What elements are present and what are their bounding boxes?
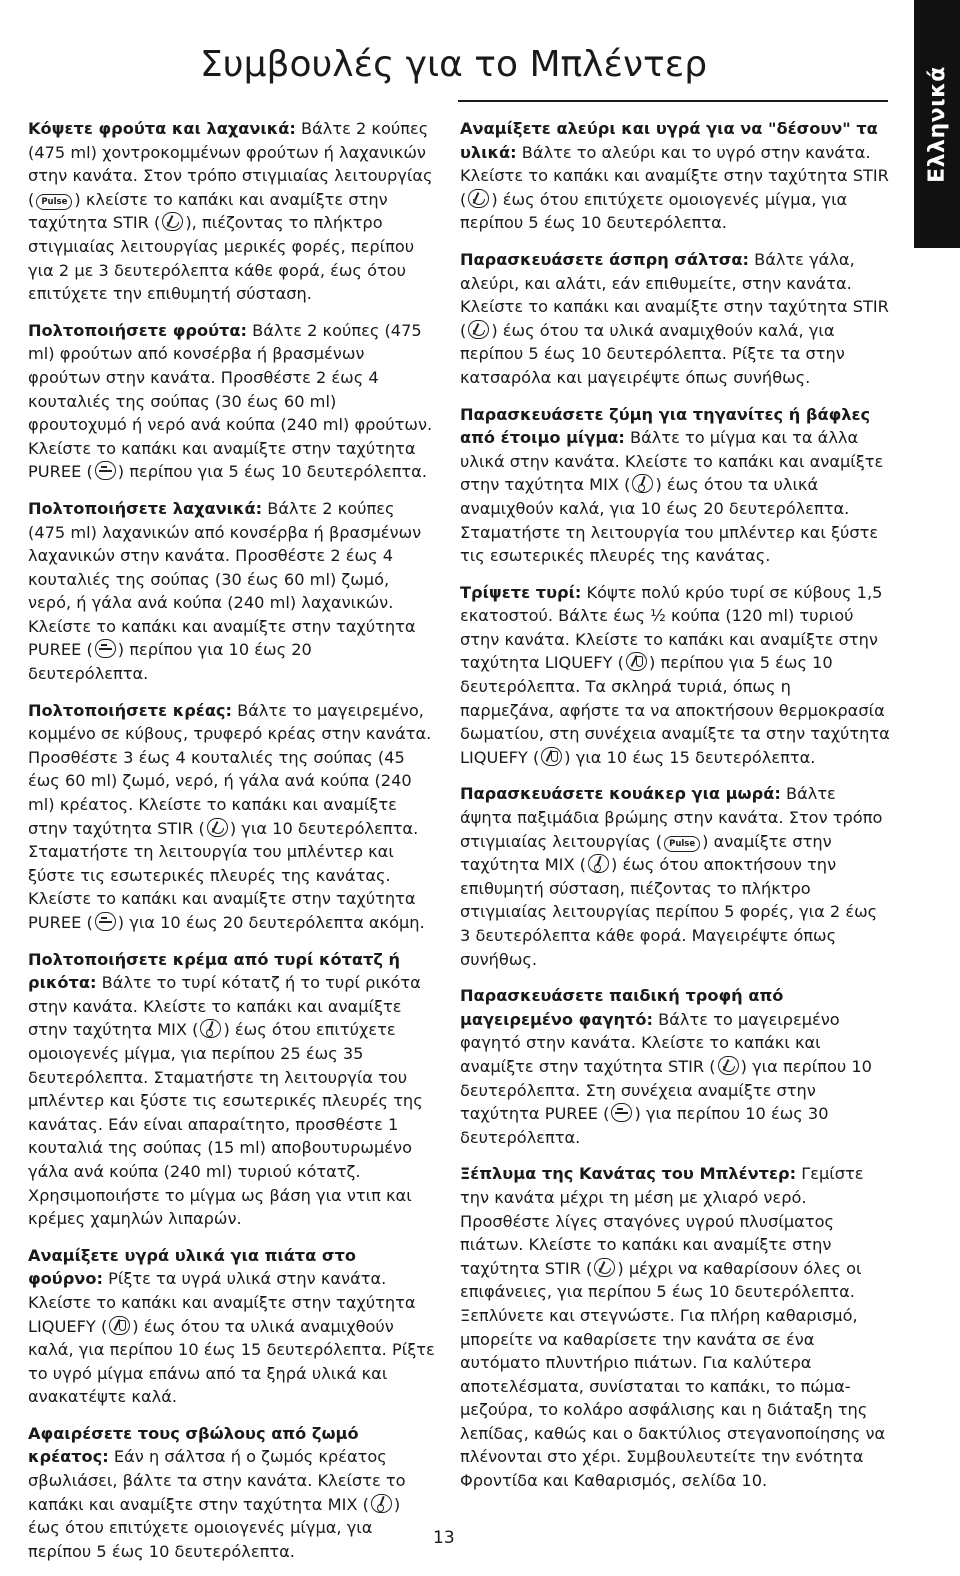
tip-heading: Παρασκευάσετε άσπρη σάλτσα:	[460, 249, 749, 269]
tip-chop-fruits-vegetables: Κόψετε φρούτα και λαχανικά: Βάλτε 2 κούπες (475 ml) χοντροκομμένων φρούτων ή λαχανικών στην κανάτα. Στον τρόπο στιγμιαίας λειτουργίας ( Pulse ) κλείστε το καπάκι και αναμίξτε στην ταχύτητα STIR ( ), πιέζοντας το πλήκτρο στιγμιαίας λειτουργίας μερικές φορές, περίπου για 2 με 3 δευτερόλεπτα κάθε φορά, έως ότου επιτύχετε την επιθυμητή σύσταση.	[28, 119, 433, 304]
tip-puree-vegetables: Πολτοποιήσετε λαχανικά: Βάλτε 2 κούπες (475 ml) λαχανικών από κονσέρβα ή βρασμένων λαχανικών στην κανάτα. Προσθέστε 2 έως 4 κουταλιές της σούπας (30 έως 60 ml) ζωμό, νερό, ή γάλα ανά κούπα (240 ml) λαχανικών. Κλείστε το καπάκι και αναμίξτε στην ταχύτητα PUREE ( ) περίπου για 10 έως 20 δευτερόλεπτα.	[28, 498, 422, 684]
stir-icon	[468, 189, 489, 208]
stir-icon	[162, 212, 183, 231]
puree-icon	[95, 639, 116, 658]
stir-icon	[468, 320, 489, 339]
stir-icon	[207, 818, 228, 837]
tip-mix-liquid-ingredients: Αναμίξετε υγρά υλικά για πιάτα στο φούρνο: Ρίξτε τα υγρά υλικά στην κανάτα. Κλείστε το καπάκι και αναμίξτε στην ταχύτητα LIQUEFY ( ) έως ότου τα υλικά αναμιχθούν καλά, για περίπου 10 έως 15 δευτερόλεπτα. Ρίξτε το υγρό μίγμα επάνω από τα ξηρά υλικά και ανακατέψτε καλά.	[28, 1245, 435, 1407]
mix-icon	[371, 1494, 392, 1513]
tip-heading: Αναμίξετε υγρά υλικά για πιάτα στο φούρνο:	[28, 1245, 356, 1289]
tip-heading: Παρασκευάσετε ζύμη για τηγανίτες ή βάφλες από έτοιμο μίγμα:	[460, 404, 871, 448]
tip-white-sauce: Παρασκευάσετε άσπρη σάλτσα: Βάλτε γάλα, αλεύρι, και αλάτι, εάν επιθυμείτε, στην κανάτα. Κλείστε το καπάκι και αναμίξτε στην ταχύτητα STIR ( ) έως ότου τα υλικά αναμιχθούν καλά, για περίπου 5 έως 10 δευτερόλεπτα. Ρίξτε τα στην κατσαρόλα και μαγειρέψτε όπως συνήθως.	[460, 249, 889, 387]
puree-icon	[95, 912, 116, 931]
tip-rinse-jar: Ξέπλυμα της Κανάτας του Μπλέντερ: Γεμίστε την κανάτα μέχρι τη μέση με χλιαρό νερό. Προσθέστε λίγες σταγόνες υγρού πλυσίματος πιάτων. Κλείστε το καπάκι και αναμίξτε στην ταχύτητα STIR ( ) μέχρι να καθαρίσουν όλες οι επιφάνειες, για περίπου 5 έως 10 δευτερόλεπτα. Ξεπλύνετε και στεγνώστε. Για πλήρη καθαρισμό, μπορείτε να καθαρίσετε την κανάτα σε ένα αυτόματο πλυντήριο πιάτων. Για καλύτερα αποτελέσματα, συνίσταται το καπάκι, το πώμα-μεζούρα, το κολάρο ασφάλισης και η διάταξη της λεπίδας, καθώς και ο δακτύλιος στεγανοποίησης να πλένονται στο χέρι. Συμβουλευτείτε την ενότητα Φροντίδα και Καθαρισμός, σελίδα 10.	[460, 1164, 886, 1491]
liquefy-icon	[626, 652, 647, 671]
right-column	[460, 117, 890, 1506]
stir-icon	[718, 1056, 739, 1075]
stir-icon	[594, 1258, 615, 1277]
tip-heading: Ξέπλυμα της Κανάτας του Μπλέντερ:	[460, 1164, 797, 1184]
mix-icon	[588, 854, 609, 873]
tip-heading: Κόψετε φρούτα και λαχανικά:	[28, 119, 296, 138]
language-tab	[914, 0, 960, 248]
page-title: Συμβουλές για το Μπλέντερ	[200, 44, 708, 85]
tip-heading: Παρασκευάσετε παιδική τροφή από μαγειρεμένο φαγητό:	[460, 986, 784, 1029]
pulse-icon: Pulse	[664, 836, 700, 852]
liquefy-icon	[109, 1316, 130, 1335]
title-divider	[458, 100, 888, 102]
mix-icon	[632, 474, 653, 493]
tip-heading: Αναμίξετε αλεύρι και υγρά για να "δέσουν" τα υλικά:	[460, 119, 878, 162]
puree-icon	[611, 1103, 632, 1122]
tip-baby-food: Παρασκευάσετε παιδική τροφή από μαγειρεμένο φαγητό: Βάλτε το μαγειρεμένο φαγητό στην κανάτα. Κλείστε το καπάκι και αναμίξτε στην ταχύτητα STIR ( ) για περίπου 10 δευτερόλεπτα. Στη συνέχεια αναμίξτε στην ταχύτητα PUREE ( ) για περίπου 10 έως 30 δευτερόλεπτα.	[460, 986, 872, 1147]
tip-heading: Τρίψετε τυρί:	[460, 582, 582, 602]
puree-icon	[95, 461, 116, 480]
tip-cottage-cheese-cream: Πολτοποιήσετε κρέμα από τυρί κότατζ ή ρικότα: Βάλτε το τυρί κότατζ ή το τυρί ρικότα στην κανάτα. Κλείστε το καπάκι και αναμίξτε στην ταχύτητα MIX ( ) έως ότου επιτύχετε ομοιογενές μίγμα, για περίπου 25 έως 35 δευτερόλεπτα. Σταματήστε τη λειτουργία του μπλέντερ και ξύστε τις εσωτερικές πλευρές της κανάτας. Εάν είναι απαραίτητο, προσθέστε 1 κουταλιά της σούπας (15 ml) αποβουτυρωμένο γάλα ανά κούπα (240 ml) τυριού κότατζ. Χρησιμοποιήστε το μίγμα ως βάση για ντιπ και κρέμες χαμηλών λιπαρών.	[28, 949, 423, 1229]
tip-pancake-batter: Παρασκευάσετε ζύμη για τηγανίτες ή βάφλες από έτοιμο μίγμα: Βάλτε το μίγμα και τα άλλα υλικά στην κανάτα. Κλείστε το καπάκι και αναμίξτε στην ταχύτητα MIX ( ) έως ότου τα υλικά αναμιχθούν καλά, για 10 έως 20 δευτερόλεπτα. Σταματήστε τη λειτουργία του μπλέντερ και ξύστε τις εσωτερικές πλευρές της κανάτας.	[460, 404, 884, 566]
pulse-icon: Pulse	[36, 194, 72, 210]
liquefy-icon	[541, 747, 562, 766]
tip-heading: Αφαιρέσετε τους σβώλους από ζωμό κρέατος:	[28, 1423, 359, 1467]
tip-puree-meat: Πολτοποιήσετε κρέας: Βάλτε το μαγειρεμένο, κομμένο σε κύβους, τρυφερό κρέας στην κανάτα. Προσθέστε 3 έως 4 κουταλιές της σούπας (45 έως 60 ml) ζωμό, νερό, ή γάλα ανά κούπα (240 ml) κρέατος. Κλείστε το καπάκι και αναμίξτε στην ταχύτητα STIR ( ) για 10 δευτερόλεπτα. Σταματήστε τη λειτουργία του μπλέντερ και ξύστε τις εσωτερικές πλευρές της κανάτας. Κλείστε το καπάκι και αναμίξτε στην ταχύτητα PUREE ( ) για 10 έως 20 δευτερόλεπτα ακόμη.	[28, 700, 432, 932]
tip-puree-fruits: Πολτοποιήσετε φρούτα: Βάλτε 2 κούπες (475 ml) φρούτων από κονσέρβα ή βρασμένων φρούτων στην κανάτα. Προσθέστε 2 έως 4 κουταλιές της σούπας (30 έως 60 ml) φρουτοχυμό ή νερό ανά κούπα (240 ml) φρούτων. Κλείστε το καπάκι και αναμίξτε στην ταχύτητα PUREE ( ) περίπου για 5 έως 10 δευτερόλεπτα.	[28, 320, 433, 482]
page-number: 13	[433, 1528, 455, 1548]
language-tab-label: Ελληνικά	[924, 65, 950, 183]
mix-icon	[200, 1019, 221, 1038]
left-column	[28, 117, 436, 1576]
tip-heading: Πολτοποιήσετε κρέας:	[28, 700, 233, 720]
tip-flour-and-liquids: Αναμίξετε αλεύρι και υγρά για να "δέσουν" τα υλικά: Βάλτε το αλεύρι και το υγρό στην κανάτα. Κλείστε το καπάκι και αναμίξτε στην ταχύτητα STIR ( ) έως ότου επιτύχετε ομοιογενές μίγμα, για περίπου 5 έως 10 δευτερόλεπτα.	[460, 119, 889, 233]
tip-remove-lumps-gravy: Αφαιρέσετε τους σβώλους από ζωμό κρέατος: Εάν η σάλτσα ή ο ζωμός κρέατος σβωλιάσει, βάλτε τα στην κανάτα. Κλείστε το καπάκι και αναμίξτε στην ταχύτητα MIX ( ) έως ότου επιτύχετε ομοιογενές μίγμα, για περίπου 5 έως 10 δευτερόλεπτα.	[28, 1423, 406, 1561]
tip-baby-oatmeal: Παρασκευάσετε κουάκερ για μωρά: Βάλτε άψητα παξιμάδια βρώμης στην κανάτα. Στον τρόπο στιγμιαίας λειτουργίας ( Pulse ) αναμίξτε στην ταχύτητα MIX ( ) έως ότου αποκτήσουν την επιθυμητή σύσταση, πιέζοντας το πλήκτρο στιγμιαίας λειτουργίας περίπου 5 φορές, για 2 έως 3 δευτερόλεπτα κάθε φορά. Μαγειρέψτε όπως συνήθως.	[460, 784, 883, 969]
tip-grate-cheese: Τρίψετε τυρί: Κόψτε πολύ κρύο τυρί σε κύβους 1,5 εκατοστού. Βάλτε έως ½ κούπα (120 ml) τυριού στην κανάτα. Κλείστε το καπάκι και αναμίξτε στην ταχύτητα LIQUEFY ( ) περίπου για 5 έως 10 δευτερόλεπτα. Τα σκληρά τυριά, όπως η παρμεζάνα, αφήστε τα να αποκτήσουν θερμοκρασία δωματίου, στη συνέχεια αναμίξτε τα στην ταχύτητα LIQUEFY ( ) για 10 έως 15 δευτερόλεπτα.	[460, 582, 890, 767]
tip-heading: Πολτοποιήσετε κρέμα από τυρί κότατζ ή ρικότα:	[28, 949, 401, 993]
tip-heading: Πολτοποιήσετε λαχανικά:	[28, 498, 263, 518]
tip-heading: Παρασκευάσετε κουάκερ για μωρά:	[460, 784, 781, 804]
tip-heading: Πολτοποιήσετε φρούτα:	[28, 320, 247, 340]
